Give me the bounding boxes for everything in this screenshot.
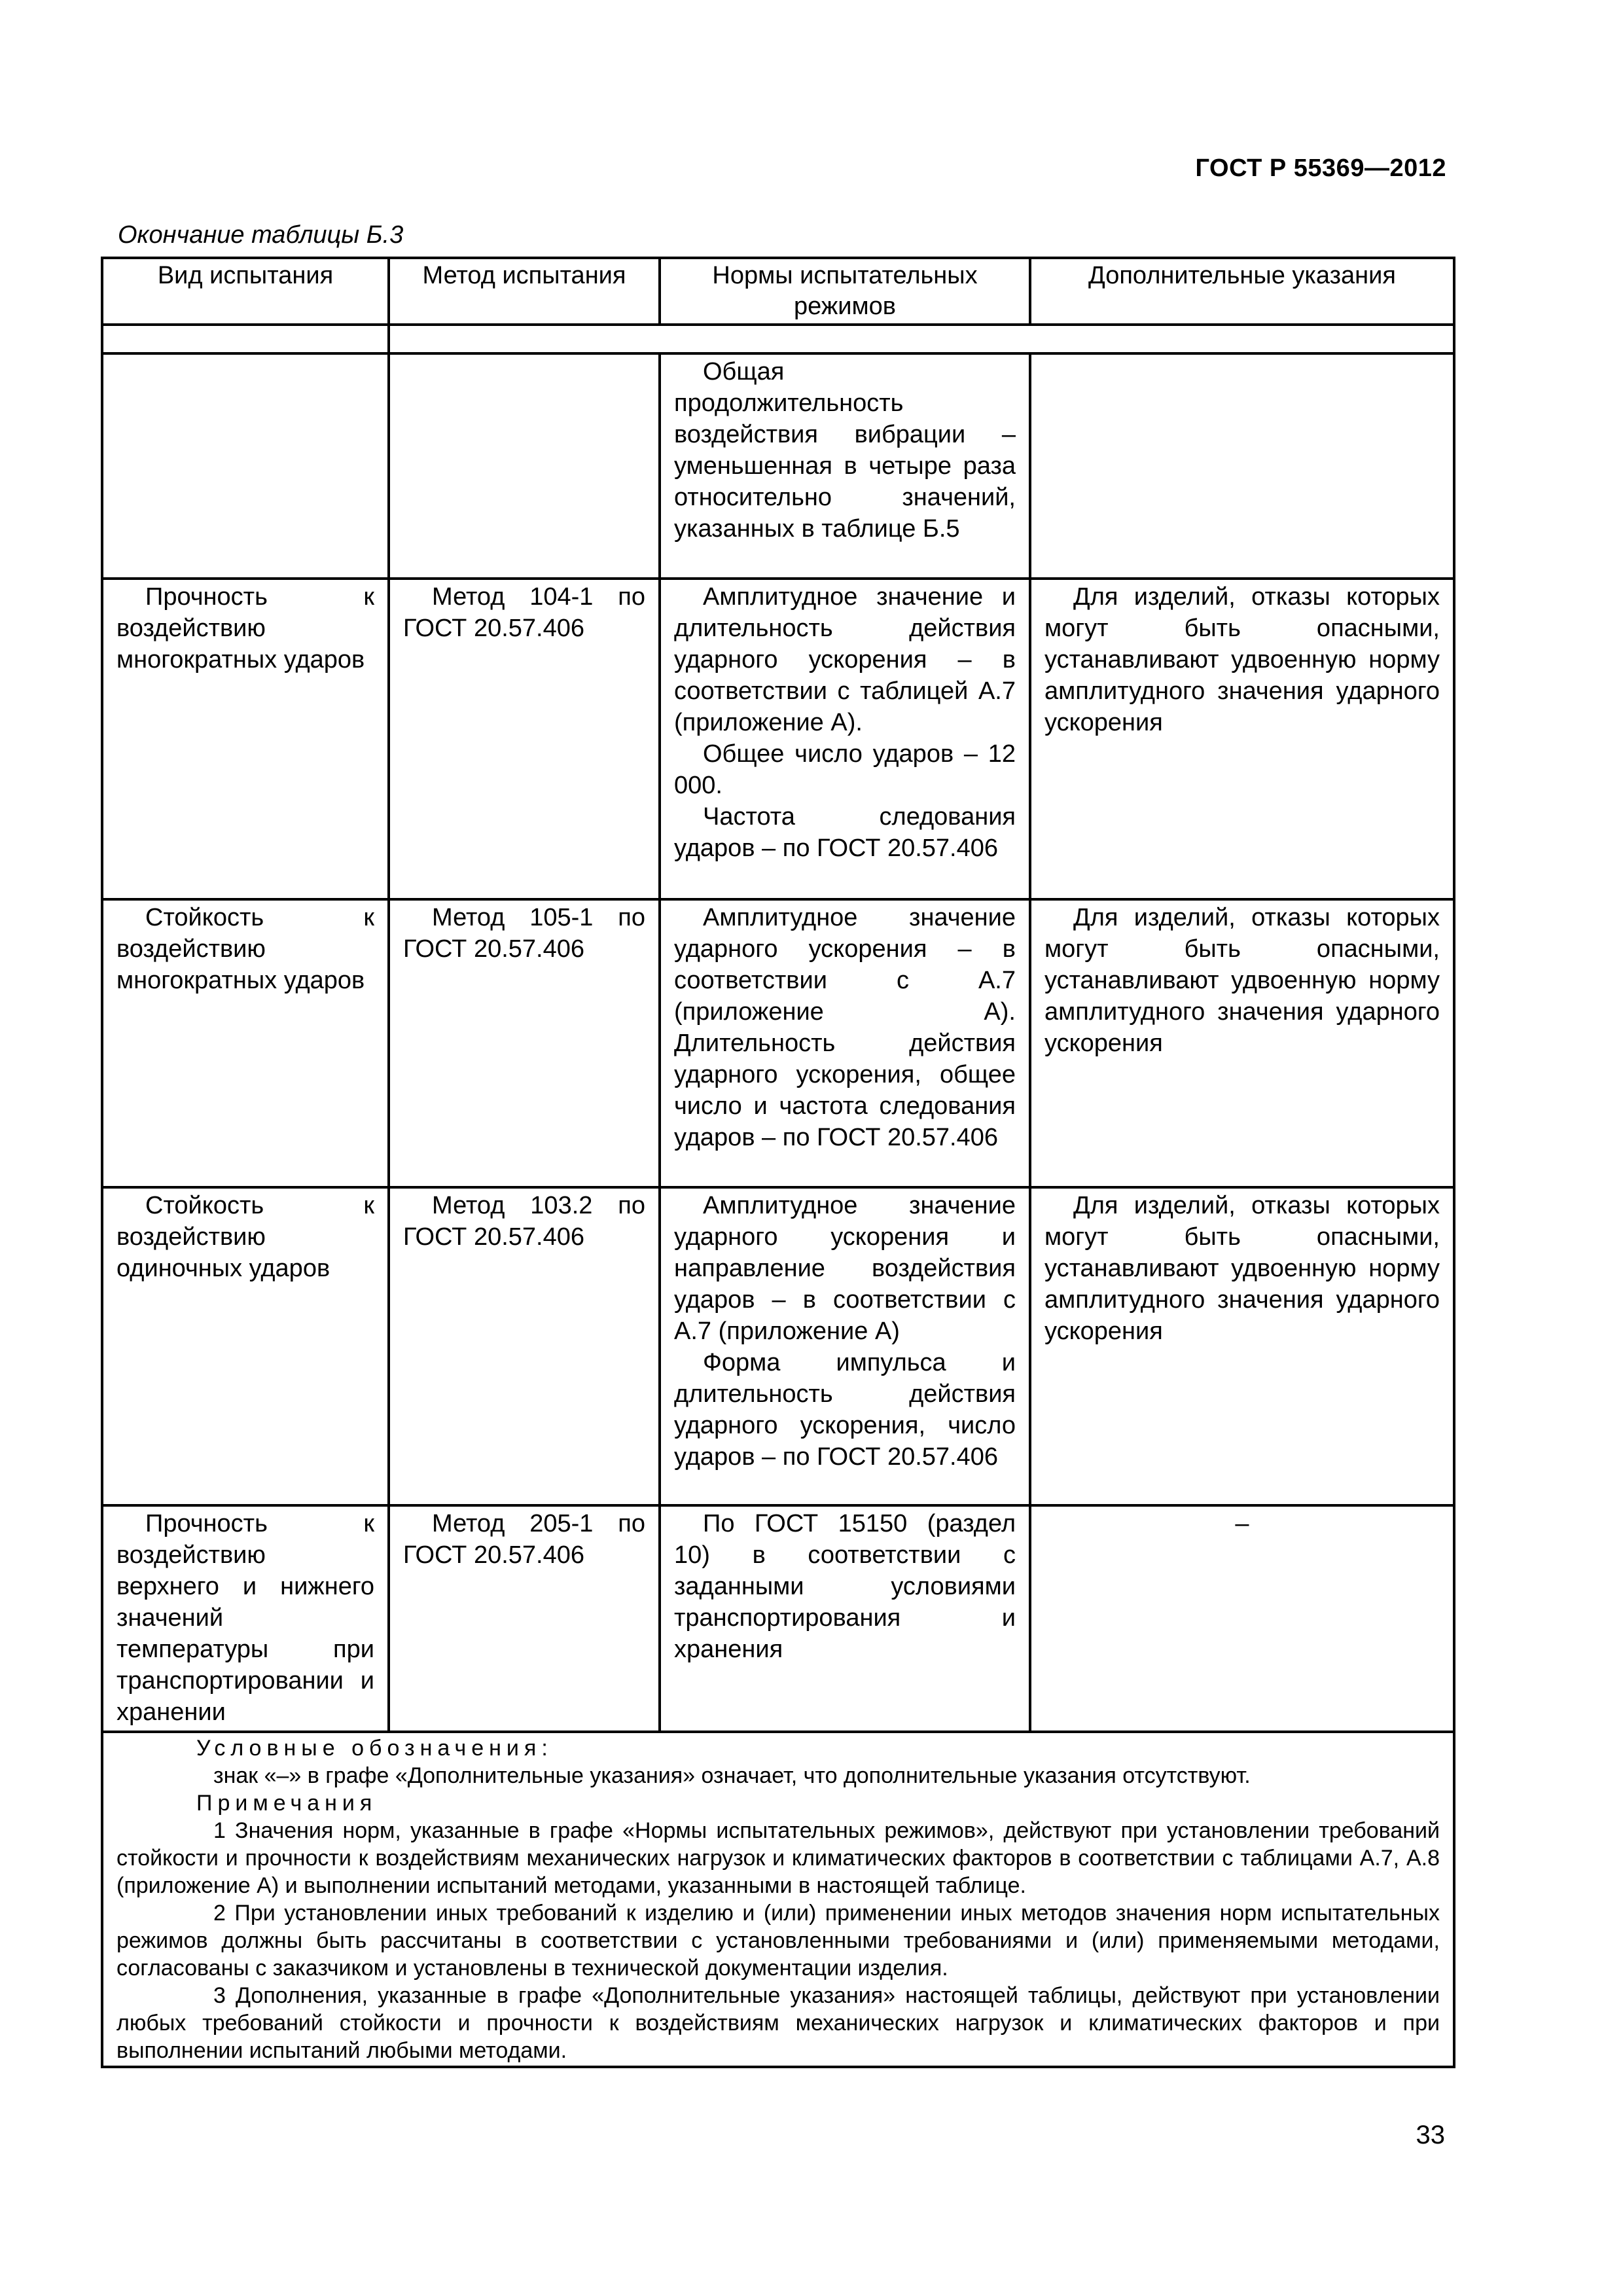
col-header-test-type: Вид испытания	[102, 258, 389, 325]
test-type-cell: Прочность к воздействию верхнего и нижнего значений температуры при транспортировании и хранении	[102, 1505, 389, 1732]
test-norms-cell: Амплитудное значение ударного ускорения – в соответствии с А.7 (приложение А). Длительность действия ударного ускорения, общее число и частота следования ударов – по ГОСТ 20.57.406	[660, 899, 1030, 1187]
col-header-test-norms: Нормы испытательных режимов	[660, 258, 1030, 325]
footnotes-cell	[102, 1732, 1454, 2067]
test-norms-cell: Амплитудное значение ударного ускорения и направление воздействия ударов – в соответствии с А.7 (приложение А) Форма импульса и длительность действия ударного ускорения, число ударов – по ГОСТ 20.57.406	[660, 1187, 1030, 1505]
table-row	[102, 1187, 1454, 1505]
footnotes-row	[102, 1732, 1454, 2067]
test-norms-cell: По ГОСТ 15150 (раздел 10) в соответствии с заданными условиями транспортирования и хранения	[660, 1505, 1030, 1732]
table-row	[102, 579, 1454, 899]
additional-notes-cell	[1030, 353, 1454, 579]
test-norms-cell: Амплитудное значение и длительность действия ударного ускорения – в соответствии с таблицей А.7 (приложение А). Общее число ударов – 12 000. Частота следования ударов – по ГОСТ 20.57.406	[660, 579, 1030, 899]
note-item: 2 При установлении иных требований к изделию и (или) применении иных методов значения норм испытательных режимов должны быть рассчитаны в соответствии с установленными требованиями и (или) применяемыми методами, согласованы с заказчиком и установлены в технической документации изделия.	[116, 1901, 1440, 1981]
test-type-cell: Стойкость к воздействию одиночных ударов	[102, 1187, 389, 1505]
col-header-test-method: Метод испытания	[389, 258, 660, 325]
spacer-cell	[389, 325, 1454, 353]
spacer-cell	[102, 325, 389, 353]
legend-text: знак «–» в графе «Дополнительные указания» означает, что дополнительные указания отсутствуют.	[213, 1763, 1251, 1788]
test-type-cell: Стойкость к воздействию многократных ударов	[102, 899, 389, 1187]
note-item: 3 Дополнения, указанные в графе «Дополнительные указания» настоящей таблицы, действуют при установлении любых требований стойкости и прочности к воздействиям механических нагрузок и климатических факторов и при выполнении испытаний любыми методами.	[116, 1983, 1440, 2063]
table-header-row	[102, 258, 1454, 325]
page-number: 33	[1416, 2121, 1445, 2149]
additional-notes-cell: Для изделий, отказы которых могут быть опасными, устанавливают удвоенную норму амплитудного значения ударного ускорения	[1030, 1187, 1454, 1505]
test-method-cell	[389, 353, 660, 579]
document-code: ГОСТ Р 55369—2012	[1195, 154, 1446, 182]
notes-title: Примечания	[196, 1791, 378, 1816]
column-numbering-row	[102, 325, 1454, 353]
test-method-cell: Метод 104-1 по ГОСТ 20.57.406	[389, 579, 660, 899]
col-header-additional-notes: Дополнительные указания	[1030, 258, 1454, 325]
additional-notes-cell: Для изделий, отказы которых могут быть опасными, устанавливают удвоенную норму амплитудного значения ударного ускорения	[1030, 579, 1454, 899]
note-item: 1 Значения норм, указанные в графе «Нормы испытательных режимов», действуют при установлении требований стойкости и прочности к воздействиям механических нагрузок и климатических факторов в соответствии с таблицами А.7, А.8 (приложение А) и выполнении испытаний методами, указанными в настоящей таблице.	[116, 1818, 1440, 1898]
additional-notes-cell: Для изделий, отказы которых могут быть опасными, устанавливают удвоенную норму амплитудного значения ударного ускорения	[1030, 899, 1454, 1187]
test-method-cell: Метод 105-1 по ГОСТ 20.57.406	[389, 899, 660, 1187]
test-type-cell	[102, 353, 389, 579]
test-table	[101, 257, 1455, 2068]
test-method-cell: Метод 205-1 по ГОСТ 20.57.406	[389, 1505, 660, 1732]
additional-notes-cell: –	[1030, 1505, 1454, 1732]
legend-title: Условные обозначения:	[196, 1736, 553, 1761]
test-type-cell: Прочность к воздействию многократных ударов	[102, 579, 389, 899]
table-row	[102, 1505, 1454, 1732]
table-row	[102, 899, 1454, 1187]
table-caption: Окончание таблицы Б.3	[118, 221, 404, 249]
table-row	[102, 353, 1454, 579]
test-method-cell: Метод 103.2 по ГОСТ 20.57.406	[389, 1187, 660, 1505]
test-norms-cell: Общая продолжительность воздействия вибрации – уменьшенная в четыре раза относительно значений, указанных в таблице Б.5	[660, 353, 1030, 579]
